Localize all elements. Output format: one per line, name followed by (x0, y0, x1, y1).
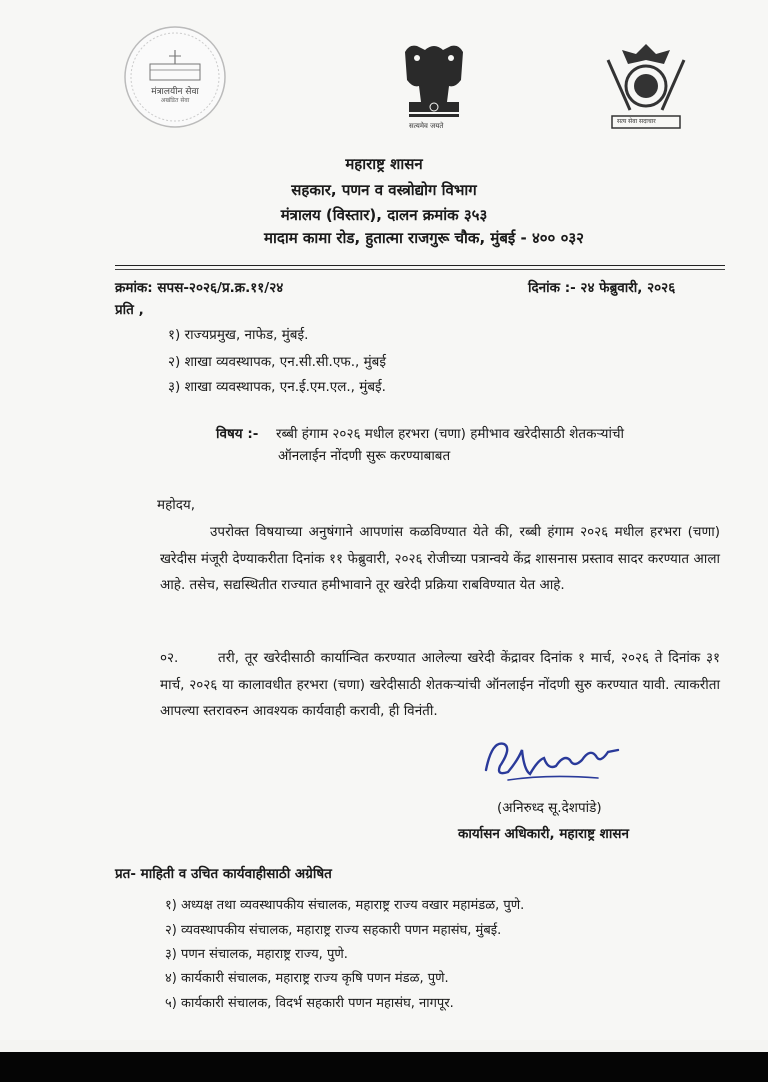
copy-recipient-item: ५) कार्यकारी संचालक, विदर्भ सहकारी पणन महासंघ, नागपूर. (165, 996, 454, 1011)
copy-recipient-item: ३) पणन संचालक, महाराष्ट्र राज्य, पुणे. (165, 947, 348, 962)
letter-date: दिनांक :- २४ फेब्रुवारी, २०२६ (528, 280, 676, 296)
department-name: सहकार, पणन व वस्त्रोद्योग विभाग (291, 181, 477, 199)
government-name: महाराष्ट्र शासन (345, 155, 423, 173)
maharashtra-seal-icon (598, 40, 694, 140)
ministry-service-seal-icon (122, 24, 228, 130)
recipient-item: ३) शाखा व्यवस्थापक, एन.ई.एम.एल., मुंबई. (168, 379, 386, 395)
subject-line-1: रब्बी हंगाम २०२६ मधील हरभरा (चणा) हमीभाव खरेदीसाठी शेतकऱ्यांची (276, 426, 625, 442)
emblem-motto: सत्यमेव जयते (409, 122, 444, 130)
signatory-name: (अनिरुध्द सू.देशपांडे) (497, 800, 602, 816)
office-address: मंत्रालय (विस्तार), दालन क्रमांक ३५३ (280, 206, 488, 224)
subject-label: विषय :- (216, 426, 259, 442)
paragraph-2-text: तरी, तूर खरेदीसाठी कार्यान्वित करण्यात आलेल्या खरेदी केंद्रावर दिनांक १ मार्च, २०२६ ते दिनांक ३१ मार्च, २०२६ या कालावधीत हरभरा (चणा) खरेदीसाठी शेतकऱ्यांची ऑनलाईन नोंदणी सुरु करण्यात यावी. त्याकरीता आपल्या स्तरावरुन आवश्यक कार्यवाही करावी, ही विनंती. (160, 650, 720, 719)
left-logo-text: मंत्रालयीन सेवा (151, 87, 199, 97)
signatory-designation: कार्यासन अधिकारी, महाराष्ट्र शासन (458, 826, 629, 842)
street-address: मादाम कामा रोड, हुतात्मा राजगुरू चौक, मुंबई - ४०० ०३२ (264, 229, 584, 247)
recipient-item: २) शाखा व्यवस्थापक, एन.सी.सी.एफ., मुंबई (168, 354, 386, 370)
seal-caption: सत्य सेवा सदाचार (617, 118, 656, 125)
recipient-item: १) राज्यप्रमुख, नाफेड, मुंबई. (168, 327, 309, 343)
copy-recipient-item: ४) कार्यकारी संचालक, महाराष्ट्र राज्य कृषि पणन मंडळ, पुणे. (165, 971, 449, 986)
paragraph-number: ०२. (160, 650, 179, 666)
reference-number: क्रमांक: सपस-२०२६/प्र.क्र.११/२४ (115, 280, 284, 296)
left-logo-subtext: अखंडित सेवा (160, 97, 190, 104)
handwritten-signature (478, 730, 638, 790)
subject-line-2: ऑनलाईन नोंदणी सुरू करण्याबाबत (278, 448, 451, 464)
copy-recipient-item: १) अध्यक्ष तथा व्यवस्थापकीय संचालक, महाराष्ट्र राज्य वखार महामंडळ, पुणे. (165, 898, 525, 913)
body-paragraph-1: उपरोक्त विषयाच्या अनुषंगाने आपणांस कळविण्यात येते की, रब्बी हंगाम २०२६ मधील हरभरा (चणा) खरेदीस मंजूरी देण्याकरीता दिनांक ११ फेब्रुवारी, २०२६ रोजीच्या पत्रान्वये केंद्र शासनास प्रस्ताव सादर करण्यात आला आहे. तसेच, सद्यस्थितीत राज्यात हमीभावाने तूर खरेदी प्रक्रिया राबविण्यात येत आहे. (160, 524, 720, 593)
addressee-label: प्रति , (115, 302, 144, 318)
copy-recipient-item: २) व्यवस्थापकीय संचालक, महाराष्ट्र राज्य सहकारी पणन महासंघ, मुंबई. (165, 923, 502, 938)
header-divider (115, 265, 725, 266)
bottom-black-bar (0, 1052, 768, 1082)
copy-to-title: प्रत- माहिती व उचित कार्यवाहीसाठी अग्रेषित (115, 866, 332, 882)
body-paragraph-2 (160, 645, 720, 725)
header-divider-thin (115, 269, 725, 270)
salutation: महोदय, (157, 497, 196, 513)
